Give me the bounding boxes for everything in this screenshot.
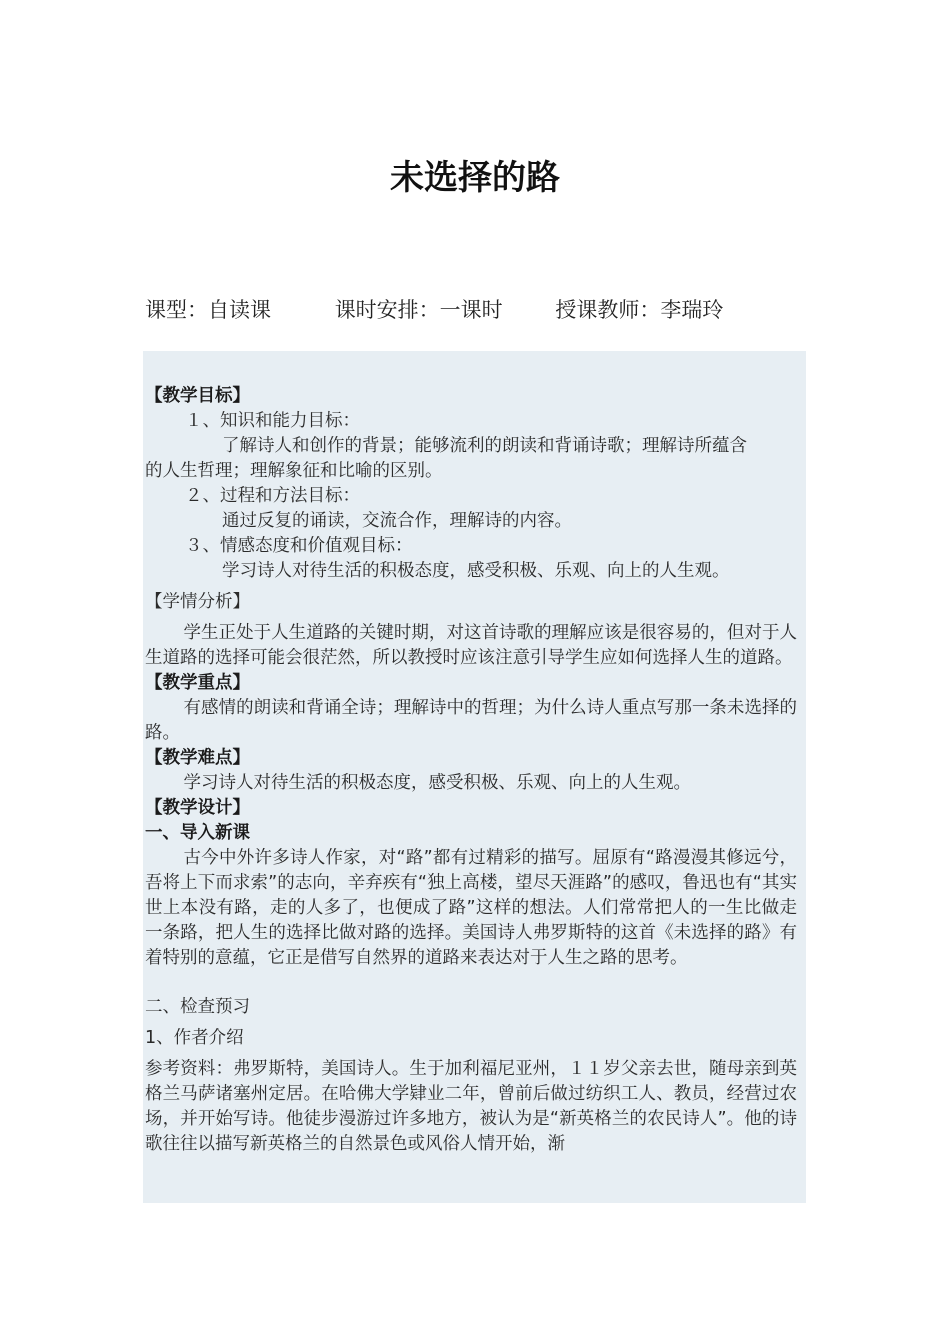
section-1-text: 古今中外许多诗人作家，对“路”都有过精彩的描写。屈原有“路漫漫其修远兮，吾将上下而求索”的志向，辛弃疾有“独上高楼，望尽天涯路”的感叹，鲁迅也有“其实世上本没有路，走的人多了，也便成了路”这样的想法。人们常常把人的一生比做走一条路，把人生的选择比做对路的选择。美国诗人弗罗斯特的这首《未选择的路》有着特别的意蕴，它正是借写自然界的道路来表达对于人生之路的思考。 [145,848,797,968]
objective-2-text: 通过反复的诵读，交流合作，理解诗的内容。 [222,511,572,531]
lesson-plan-content [145,384,797,1157]
objective-2-title: ２、过程和方法目标： [185,486,360,506]
section-1-heading: 一、导入新课 [145,823,250,843]
schedule: 课时安排：一课时 [334,298,503,322]
objectives-heading: 【教学目标】 [145,386,250,406]
analysis-text: 学生正处于人生道路的关键时期，对这首诗歌的理解应该是很容易的，但对于人生道路的选择可能会很茫然，所以教授时应该注意引导学生应如何选择人生的道路。 [145,623,797,668]
analysis-heading: 【学情分析】 [145,592,250,612]
difficulty-heading: 【教学难点】 [145,748,250,768]
page-title: 未选择的路 [390,158,560,198]
author-heading: 1、作者介绍 [145,1028,244,1048]
objective-3-title: ３、情感态度和价值观目标： [185,536,413,556]
objective-1-title: １、知识和能力目标： [185,411,360,431]
difficulty-text: 学习诗人对待生活的积极态度，感受积极、乐观、向上的人生观。 [183,773,691,793]
author-text: 参考资料：弗罗斯特，美国诗人。生于加利福尼亚州，１１岁父亲去世，随母亲到英格兰马萨诸塞州定居。在哈佛大学肄业二年，曾前后做过纺织工人、教员，经营过农场，并开始写诗。他徒步漫游过许多地方，被认为是“新英格兰的农民诗人”。他的诗歌往往以描写新英格兰的自然景色或风俗人情开始，渐 [145,1059,797,1154]
course-type: 课型：自读课 [145,298,271,322]
design-heading: 【教学设计】 [145,798,250,818]
objective-1-text: 了解诗人和创作的背景；能够流利的朗读和背诵诗歌；理解诗所蕴含 [222,436,747,456]
lesson-plan-box [143,351,806,1203]
lesson-meta [145,292,723,328]
teacher: 授课教师：李瑞玲 [555,298,724,322]
key-points-text: 有感情的朗读和背诵全诗；理解诗中的哲理；为什么诗人重点写那一条未选择的路。 [145,698,797,743]
objective-1-text-cont: 的人生哲理；理解象征和比喻的区别。 [145,461,443,481]
key-points-heading: 【教学重点】 [145,673,250,693]
objective-3-text: 学习诗人对待生活的积极态度，感受积极、乐观、向上的人生观。 [222,561,730,581]
section-2-heading: 二、检查预习 [145,997,250,1017]
